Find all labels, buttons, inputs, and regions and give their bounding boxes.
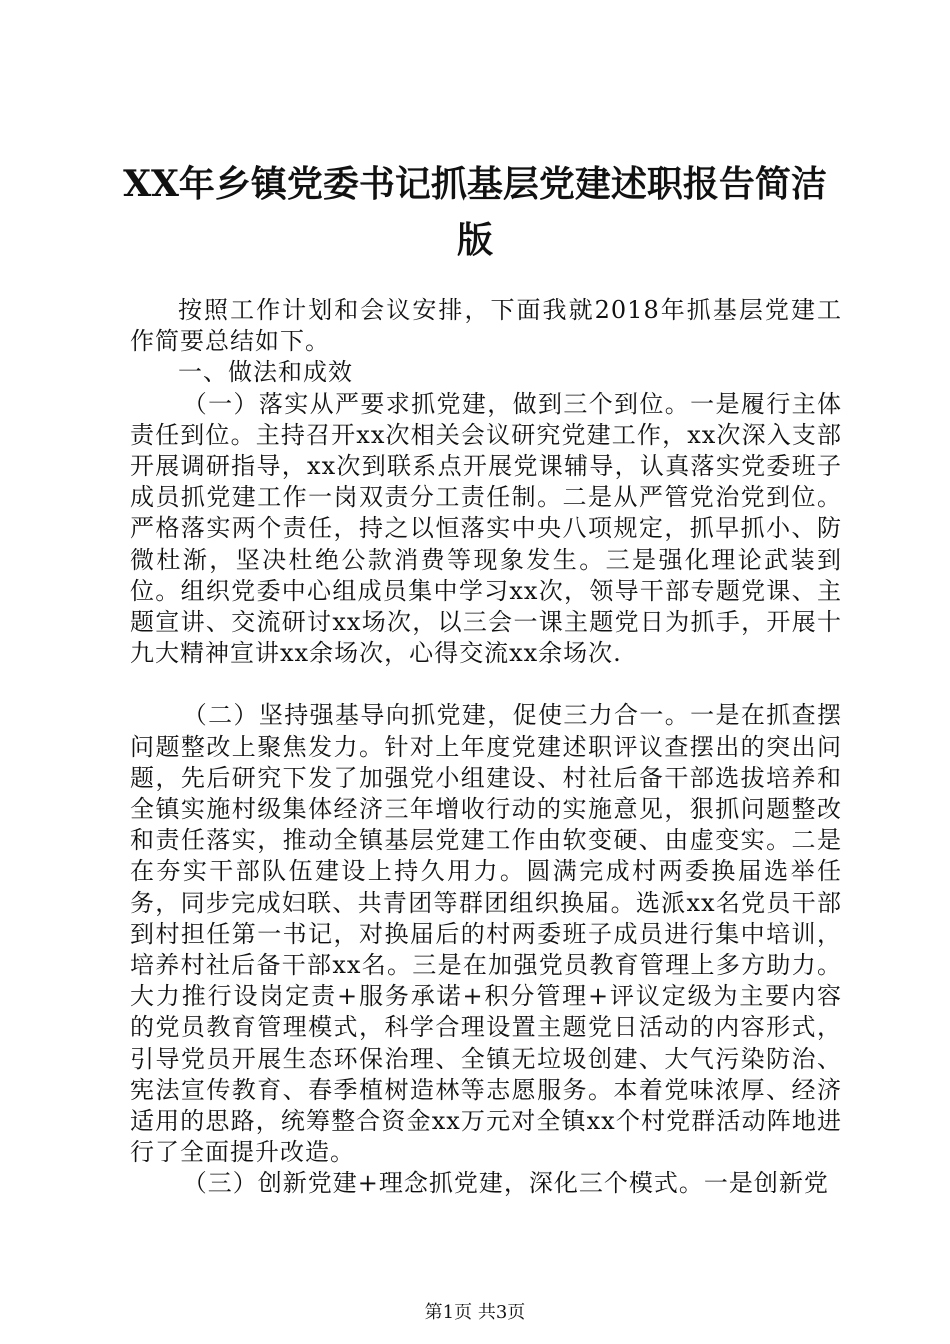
body-paragraph: （三）创新党建+理念抓党建，深化三个模式。一是创新党	[182, 1169, 829, 1198]
body-paragraph: （一）落实从严要求抓党建，做到三个到位。一是履行主体责任到位。主持召开xx次相关会议研究党建工作，xx次深入支部开展调研指导，xx次到联系点开展党课辅导，认真落实党委班子成员抓党建工作一岗双责分工责任制。二是从严管党治党到位。严格落实两个责任，持之以恒落实中央八项规定，抓早抓小、防微杜渐，坚决杜绝公款消费等现象发生。三是强化理论武装到位。组织党委中心组成员集中学习xx次，领导干部专题党课、主题宣讲、交流研讨xx场次，以三会一课主题党日为抓手，开展十九大精神宣讲xx余场次，心得交流xx余场次.	[130, 389, 842, 668]
intro-paragraph: 按照工作计划和会议安排，下面我就2018年抓基层党建工作简要总结如下。	[130, 296, 842, 356]
document-body	[130, 295, 842, 1200]
section-heading: 一、做法和成效	[178, 358, 353, 387]
document-title-continued: 版	[456, 219, 493, 261]
body-paragraph: （二）坚持强基导向抓党建，促使三力合一。一是在抓查摆问题整改上聚焦发力。针对上年度党建述职评议查摆出的突出问题，先后研究下发了加强党小组建设、村社后备干部选拔培养和全镇实施村级集体经济三年增收行动的实施意见，狠抓问题整改和责任落实，推动全镇基层党建工作由软变硬、由虚变实。二是在夯实干部队伍建设上持久用力。圆满完成村两委换届选举任务，同步完成妇联、共青团等群团组织换届。选派xx名党员干部到村担任第一书记，对换届后的村两委班子成员进行集中培训，培养村社后备干部xx名。三是在加强党员教育管理上多方助力。大力推行设岗定责+服务承诺+积分管理+评议定级为主要内容的党员教育管理模式，科学合理设置主题党日活动的内容形式，引导党员开展生态环保治理、全镇无垃圾创建、大气污染防治、宪法宣传教育、春季植树造林等志愿服务。本着党味浓厚、经济适用的思路，统筹整合资金xx万元对全镇xx个村党群活动阵地进行了全面提升改造。	[130, 701, 842, 1167]
document-title: XX年乡镇党委书记抓基层党建述职报告简洁	[123, 163, 827, 205]
page-number-footer: 第1页 共3页	[424, 1302, 526, 1323]
